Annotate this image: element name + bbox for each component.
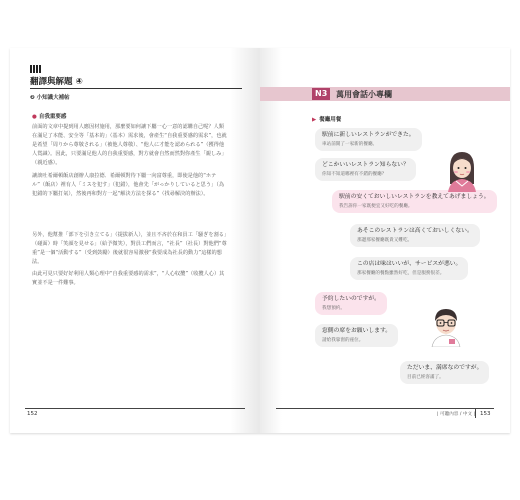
right-page: [260, 48, 510, 433]
japanese-line: 予約したいのですが。: [322, 296, 380, 302]
footer-divider: [475, 408, 476, 418]
chinese-translation: 我想預約。: [322, 305, 345, 311]
chinese-translation: 車站前開了一家新的餐廳。: [322, 141, 378, 147]
japanese-line: あそこのレストランは高くておいしくない。: [357, 228, 473, 234]
dialogue-bubble: [332, 190, 497, 213]
dialogue-bubble: [350, 257, 468, 280]
chinese-translation: 你知不知道哪裡有不錯的餐廳？: [322, 171, 387, 177]
sub-section-text: 餐廳用餐: [319, 117, 342, 123]
section-title: 萬用會話小專欄: [336, 90, 392, 99]
sub-heading: ❷ 小知識大補帖: [30, 95, 70, 101]
left-page: [10, 48, 260, 433]
dialogue-bubble: [315, 158, 416, 181]
paragraph: 由此可見只要好好利用人類心理中“自我重要感的需求”，“人心収攬”（收攬人心）其實並不是一件難事。: [32, 271, 225, 287]
chinese-translation: 那家餐廳的餐點雖然好吃，但是服務很差。: [357, 270, 445, 276]
page-number: 153: [480, 411, 491, 417]
section-tag: N3: [312, 88, 330, 100]
japanese-line: 窓側の席をお願いします。: [322, 328, 392, 334]
woman-avatar-icon: [442, 148, 482, 192]
chapter-bars-icon: [30, 65, 41, 73]
gutter-shadow: [260, 48, 282, 433]
title-rule: [30, 88, 242, 89]
section-heading: [32, 112, 66, 120]
chinese-translation: 請給我靠窗的座位。: [322, 337, 364, 343]
bullet-icon: ●: [32, 114, 37, 120]
dialogue-bubble: [315, 128, 422, 151]
footer-label: | 可聽內容 / 中文 |: [437, 412, 476, 417]
paragraph: 讓談吐希爾頓飯店創辦人康拉德．希爾頓對待下屬一向富尊重，即使是他的“ホテル”（飯店）裡有人「ミスを犯す」（犯錯），他會先「がっかりしていると思う」（為犯錯的下屬打氣），然後再和對方一起“解決方法を探る”（找尋解決的辦法）。: [32, 173, 225, 198]
dialogue-bubble: [350, 224, 480, 247]
paragraph: 另外，他幫推「部下を引き立てる」（提拔新人），並且不吝於在和員工「騒ぎを割る」（碰面）時「笑顔を見せる」（給予微笑），對員工們而言，“社長”（社長）對他們“尊重”是一個“活動する”（受到鼓勵）後就很容易激發“我要成為社長的動力”這樣的想法。: [32, 232, 227, 266]
chinese-translation: 我告訴你一家既便宜又好吃的餐廳。: [339, 203, 413, 209]
man-avatar-icon: [425, 303, 467, 347]
japanese-line: ただいま、満席なのですが。: [407, 365, 483, 371]
paragraph: 前面的文章中提到用人應因材施用，那麼要如何讓下屬一心一意的認購自己呢？人類在滿足了本能、安全等「基本的」（基本）需求後，會產生“自我重要感的需求”，也就是希望「周りから尊敬される」（被他人尊敬）、“他人に才能を認められる”（獲得他人賞識）。因此，只要滿足他人的自我重要感，對方就會自然而然對你產生「親しみ」（親近感）。: [32, 124, 227, 167]
japanese-line: 駅前に新しいレストランができた。: [322, 132, 415, 138]
chinese-translation: 目前已經客滿了。: [407, 374, 444, 380]
chinese-translation: 那邊那家餐廳既貴又難吃。: [357, 237, 413, 243]
gutter-shadow: [230, 48, 260, 433]
japanese-line: どこかいいレストラン知らない？: [322, 162, 409, 168]
footer-rule: [25, 408, 245, 409]
sub-section-heading: [312, 115, 341, 123]
page-number: 152: [27, 411, 38, 417]
book-spread: [10, 48, 510, 433]
dialogue-bubble: [315, 324, 398, 347]
japanese-line: 駅前の安くておいしいレストランを教えてあげましょう。: [339, 194, 490, 200]
footer-rule: [276, 408, 494, 409]
dialogue-bubble: [400, 361, 489, 384]
japanese-line: この店は味はいいが、サービスが悪い。: [357, 261, 462, 267]
chapter-title: 翻譯與解題 ④: [30, 77, 83, 87]
dialogue-bubble: [315, 292, 387, 315]
section-heading-text: 自我重要感: [38, 114, 67, 120]
triangle-bullet-icon: ▶: [312, 117, 317, 123]
